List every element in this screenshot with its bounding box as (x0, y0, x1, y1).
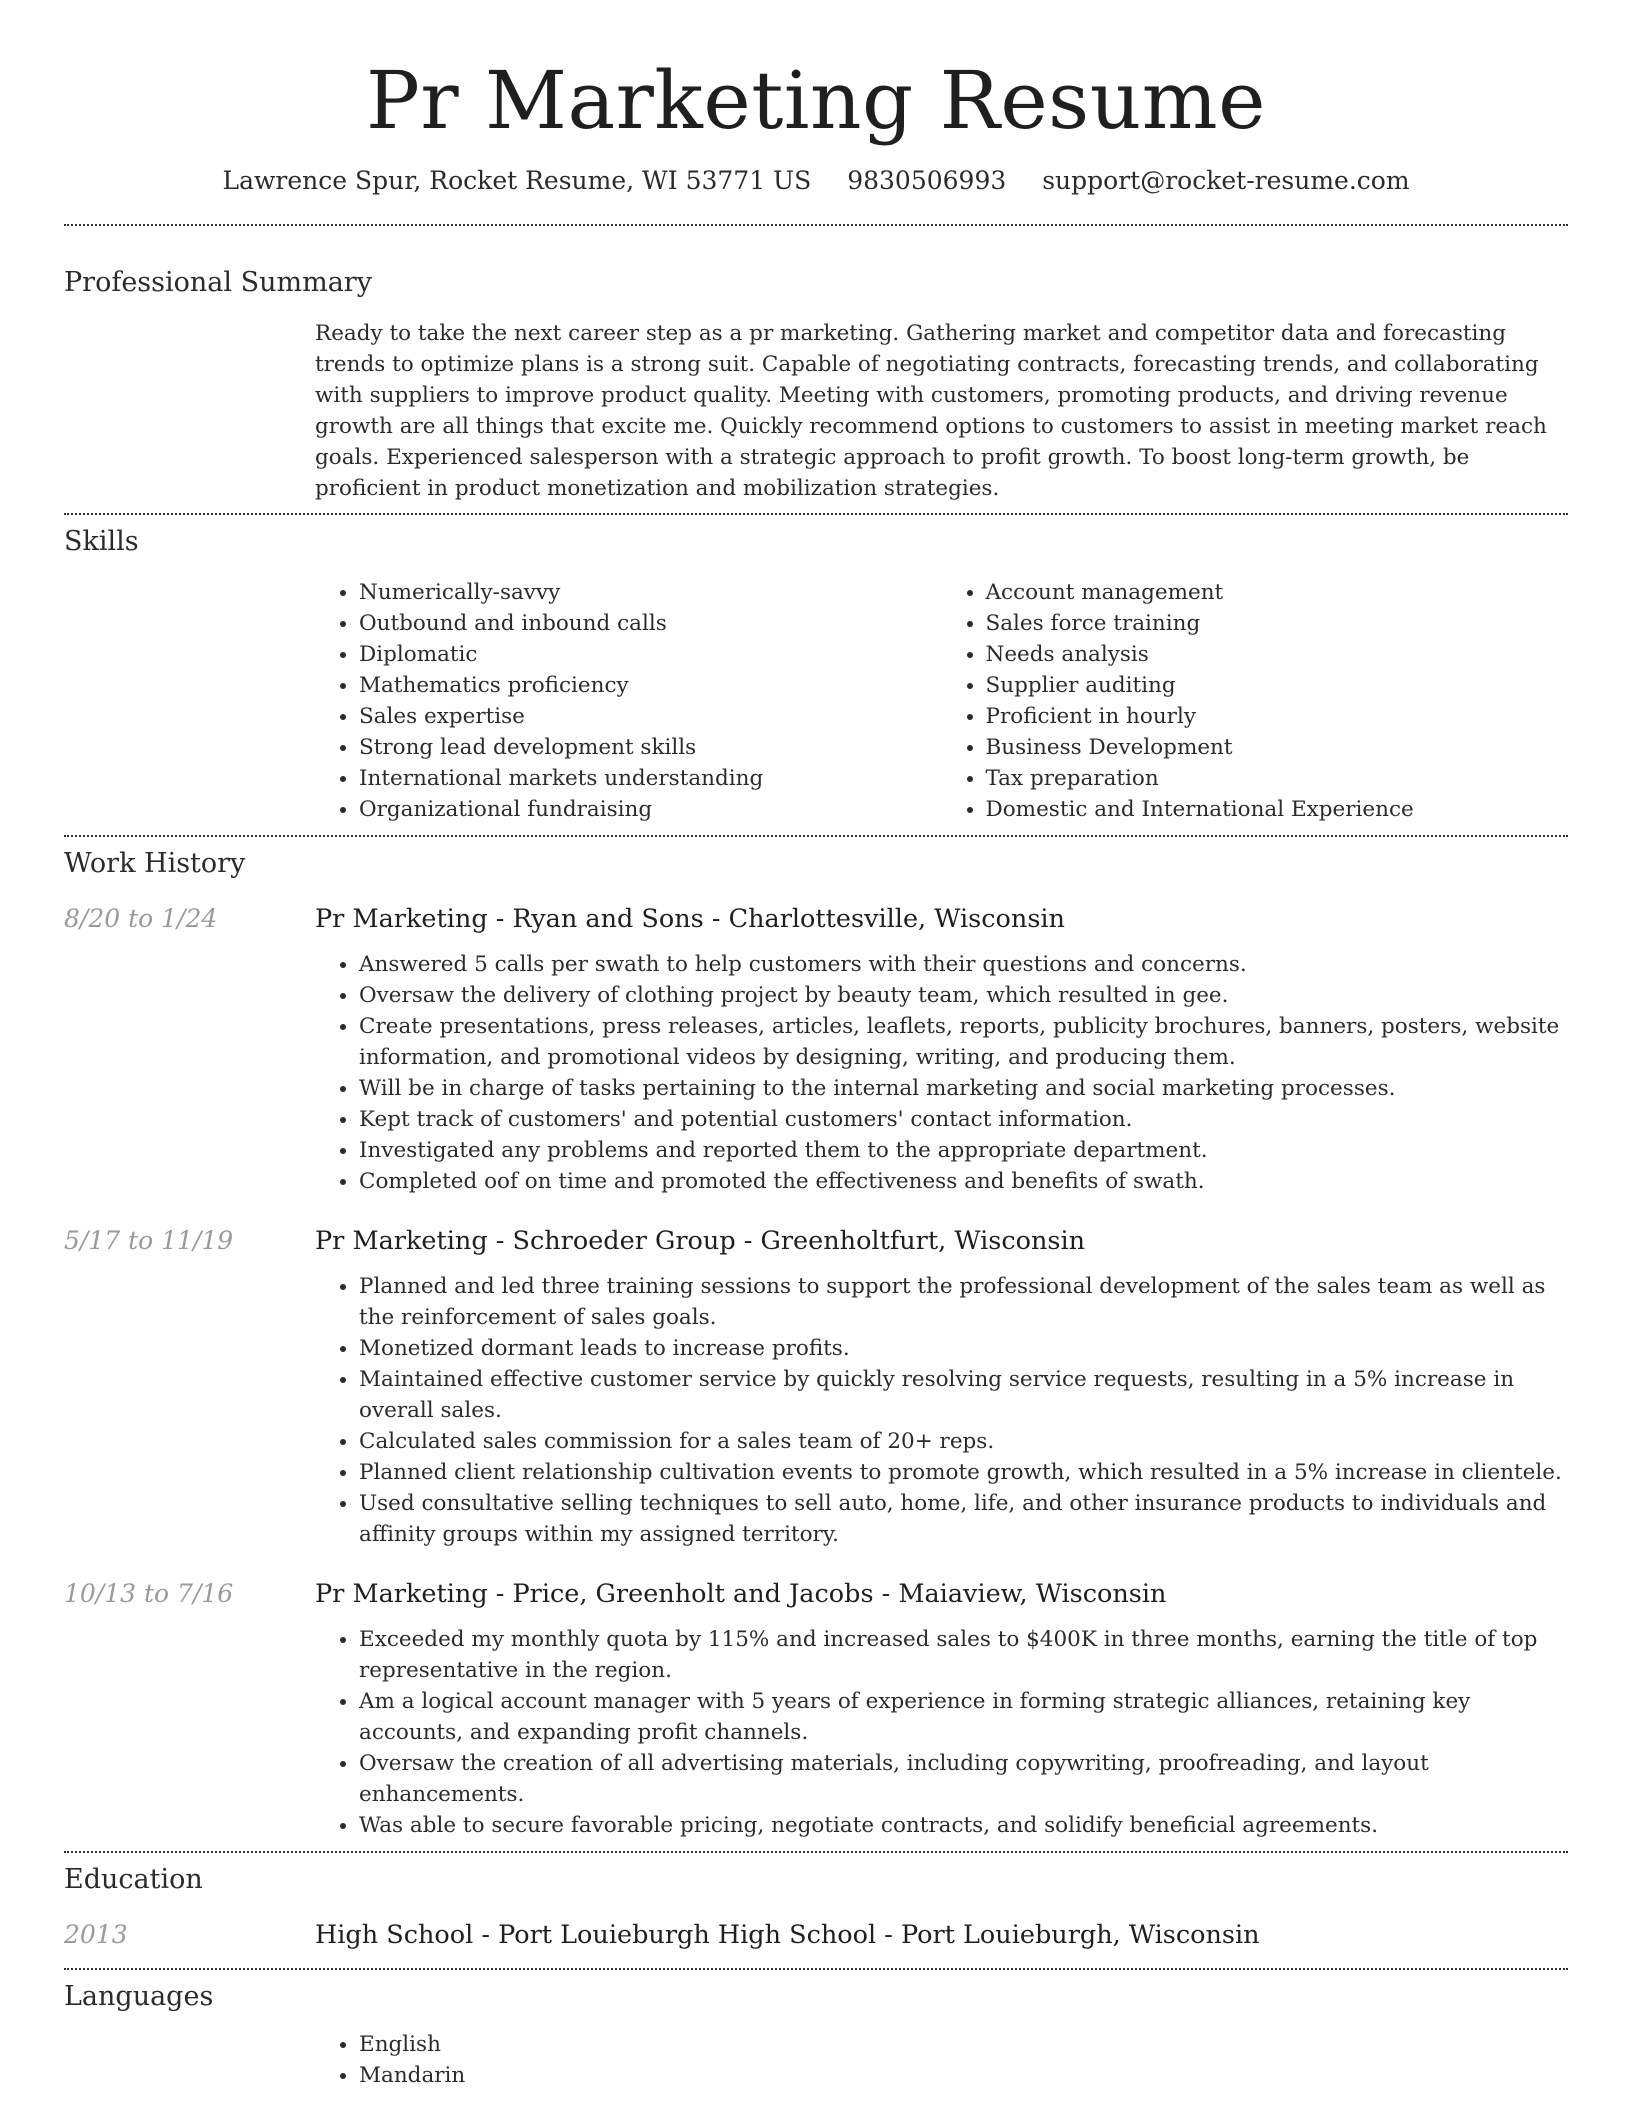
language-item: • Mandarin (359, 2060, 1568, 2091)
divider (64, 1851, 1568, 1853)
work-heading: Work History (64, 848, 246, 879)
skills-heading: Skills (64, 526, 139, 557)
language-item: • English (359, 2029, 1568, 2060)
education-entry (64, 1918, 1568, 1952)
contact-email: support@rocket-resume.com (1042, 166, 1410, 195)
job-bullet: • Create presentations, press releases, articles, leaflets, reports, publicity brochures, banners, posters, website information, and promotional videos by designing, writing, and producing them. (359, 1011, 1568, 1073)
skill-item: • Business Development (986, 732, 1569, 763)
summary-section (64, 265, 1568, 504)
job-bullet: • Am a logical account manager with 5 years of experience in forming strategic alliances, retaining key accounts, and expanding profit channels. (359, 1686, 1568, 1748)
job-bullet: • Monetized dormant leads to increase profits. (359, 1333, 1568, 1364)
job-bullet: • Used consultative selling techniques to sell auto, home, life, and other insurance products to individuals and affinity groups within my assigned territory. (359, 1488, 1568, 1550)
skill-item: • Mathematics proficiency (359, 670, 942, 701)
job-dates: 10/13 to 7/16 (64, 1579, 234, 1608)
skills-list-left (315, 577, 942, 825)
skill-item: • Needs analysis (986, 639, 1569, 670)
job-entry (64, 1224, 1568, 1550)
skills-section (64, 524, 1568, 825)
resume-page (64, 0, 1568, 2091)
job-dates: 8/20 to 1/24 (64, 904, 218, 933)
job-bullet: • Calculated sales commission for a sales team of 20+ reps. (359, 1426, 1568, 1457)
divider (64, 1968, 1568, 1970)
work-section (64, 846, 1568, 1841)
divider (64, 513, 1568, 515)
job-bullet: • Completed oof on time and promoted the effectiveness and benefits of swath. (359, 1166, 1568, 1197)
job-bullet: • Planned client relationship cultivation events to promote growth, which resulted in a 5% increase in clientele. (359, 1457, 1568, 1488)
job-bullets (315, 1624, 1568, 1841)
job-bullet: • Kept track of customers' and potential customers' contact information. (359, 1104, 1568, 1135)
skill-item: • Outbound and inbound calls (359, 608, 942, 639)
skill-item: • Supplier auditing (986, 670, 1569, 701)
skill-item: • Sales force training (986, 608, 1569, 639)
skill-item: • Sales expertise (359, 701, 942, 732)
skill-item: • Account management (986, 577, 1569, 608)
job-bullet: • Oversaw the delivery of clothing project by beauty team, which resulted in gee. (359, 980, 1568, 1011)
job-entry (64, 902, 1568, 1197)
job-entry (64, 1577, 1568, 1841)
job-bullet: • Answered 5 calls per swath to help customers with their questions and concerns. (359, 949, 1568, 980)
job-title: Pr Marketing - Schroeder Group - Greenholtfurt, Wisconsin (315, 1226, 1086, 1256)
skill-item: • International markets understanding (359, 763, 942, 794)
job-bullets (315, 949, 1568, 1197)
education-section (64, 1862, 1568, 1952)
divider (64, 224, 1568, 226)
job-bullet: • Exceeded my monthly quota by 115% and increased sales to $400K in three months, earning the title of top representative in the region. (359, 1624, 1568, 1686)
skill-item: • Tax preparation (986, 763, 1569, 794)
languages-section (64, 1979, 1568, 2091)
contact-phone: 9830506993 (847, 166, 1007, 195)
divider (64, 835, 1568, 837)
languages-heading: Languages (64, 1981, 214, 2012)
job-bullet: • Maintained effective customer service by quickly resolving service requests, resulting in a 5% increase in overall sales. (359, 1364, 1568, 1426)
skill-item: • Strong lead development skills (359, 732, 942, 763)
job-dates: 5/17 to 11/19 (64, 1226, 234, 1255)
skill-item: • Domestic and International Experience (986, 794, 1569, 825)
job-bullet: • Planned and led three training sessions to support the professional development of the sales team as well as the reinforcement of sales goals. (359, 1271, 1568, 1333)
job-bullet: • Was able to secure favorable pricing, negotiate contracts, and solidify beneficial agreements. (359, 1810, 1568, 1841)
job-title: Pr Marketing - Ryan and Sons - Charlottesville, Wisconsin (315, 904, 1065, 934)
skill-item: • Proficient in hourly (986, 701, 1569, 732)
skill-item: • Diplomatic (359, 639, 942, 670)
skill-item: • Numerically-savvy (359, 577, 942, 608)
languages-list (315, 2029, 1568, 2091)
education-year: 2013 (64, 1920, 128, 1949)
summary-text: Ready to take the next career step as a pr marketing. Gathering market and competitor data and forecasting trends to optimize plans is a strong suit. Capable of negotiating contracts, forecasting trends, and collaborating with suppliers to improve product quality. Meeting with customers, promoting products, and driving revenue growth are all things that excite me. Quickly recommend options to customers to assist in meeting market reach goals. Experienced salesperson with a strategic approach to profit growth. To boost long-term growth, be proficient in product monetization and mobilization strategies. (315, 321, 1547, 501)
education-detail: High School - Port Louieburgh High School - Port Louieburgh, Wisconsin (315, 1920, 1260, 1950)
job-bullet: • Investigated any problems and reported them to the appropriate department. (359, 1135, 1568, 1166)
skill-item: • Organizational fundraising (359, 794, 942, 825)
resume-title: Pr Marketing Resume (366, 54, 1266, 147)
job-bullets (315, 1271, 1568, 1550)
education-heading: Education (64, 1864, 203, 1895)
contact-line (64, 164, 1568, 198)
job-title: Pr Marketing - Price, Greenholt and Jacobs - Maiaview, Wisconsin (315, 1579, 1167, 1609)
contact-address: Lawrence Spur, Rocket Resume, WI 53771 US (222, 166, 812, 195)
job-bullet: • Will be in charge of tasks pertaining to the internal marketing and social marketing processes. (359, 1073, 1568, 1104)
summary-heading: Professional Summary (64, 267, 372, 298)
skills-list-right (942, 577, 1569, 825)
job-bullet: • Oversaw the creation of all advertising materials, including copywriting, proofreading, and layout enhancements. (359, 1748, 1568, 1810)
